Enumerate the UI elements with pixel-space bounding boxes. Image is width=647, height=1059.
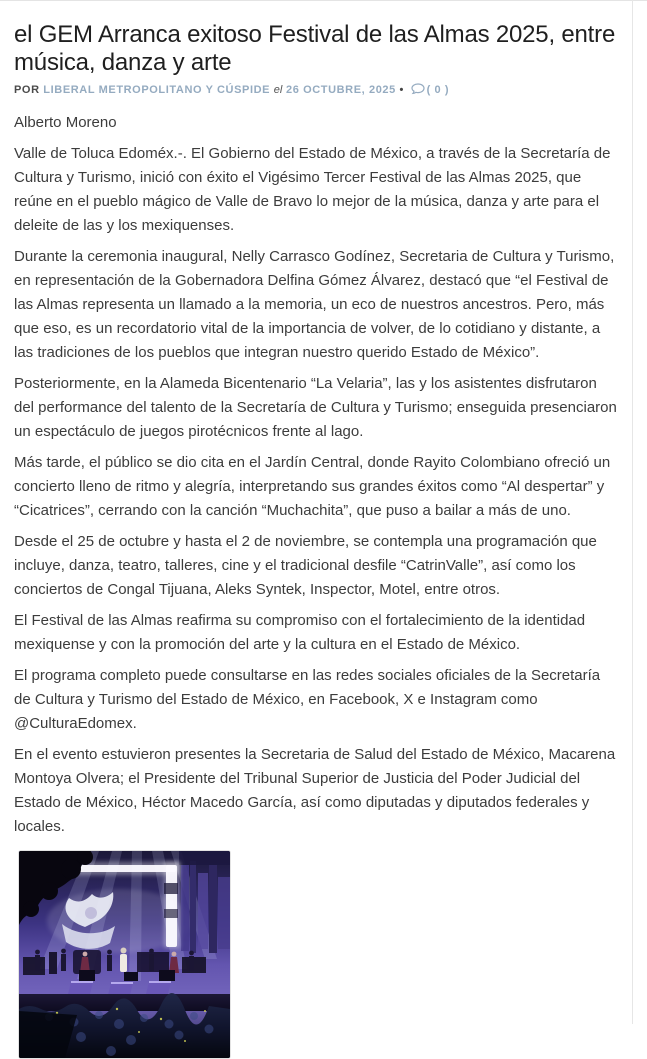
paragraph: Posteriormente, en la Alameda Bicentenario “La Velaria”, las y los asistentes disfrutaron del performance del talento de la Secretaría de Cultura y Turismo; enseguida presenciaron un espectáculo de juegos pirotécnicos frente al lago. xyxy=(14,375,617,440)
byline-prefix: POR xyxy=(14,84,40,96)
content-right-divider xyxy=(632,0,633,1024)
speech-bubble-icon[interactable] xyxy=(411,83,425,95)
date-link[interactable]: 26 OCTUBRE, 2025 xyxy=(285,84,396,96)
paragraph: Desde el 25 de octubre y hasta el 2 de noviembre, se contempla una programación que incluye, danza, teatro, talleres, cine y el tradicional desfile “CatrinValle”, así como los conciertos de Congal Tijuana, Aleks Syntek, Inspector, Motel, entre otros. xyxy=(14,533,597,598)
concert-photo xyxy=(19,851,230,1058)
byline-connector: el xyxy=(273,84,283,96)
author-link[interactable]: LIBERAL METROPOLITANO Y CÚSPIDE xyxy=(43,84,271,96)
byline-separator: • xyxy=(399,84,404,96)
top-border xyxy=(0,0,647,1)
paragraph: Durante la ceremonia inaugural, Nelly Carrasco Godínez, Secretaria de Cultura y Turismo, en representación de la Gobernadora Delfina Gómez Álvarez, destacó que “el Festival de las Almas representa un llamado a la memoria, un eco de nuestros ancestros. Pero, más que eso, es un recordatorio vital de la importancia de volver, de lo cotidiano y distante, a las tradiciones de los pueblos que integran nuestro querido Estado de México”. xyxy=(14,248,615,361)
paragraph-author-name: Alberto Moreno xyxy=(14,114,117,131)
article xyxy=(14,21,620,1059)
paragraph: En el evento estuvieron presentes la Secretaria de Salud del Estado de México, Macarena Montoya Olvera; el Presidente del Tribunal Superior de Justicia del Poder Judicial del Estado de México, Héctor Macedo García, así como diputadas y diputados federales y locales. xyxy=(14,746,616,835)
paragraph: Más tarde, el público se dio cita en el Jardín Central, donde Rayito Colombiano ofreció un concierto lleno de ritmo y alegría, interpretando sus grandes éxitos como “Al despertar” y “Cicatrices”, cerrando con la canción “Muchachita”, que puso a bailar a más de uno. xyxy=(14,454,611,519)
lead-singer xyxy=(120,948,127,973)
page-title: el GEM Arranca exitoso Festival de las Almas 2025, entre música, danza y arte xyxy=(14,21,616,76)
comment-count[interactable]: ( 0 ) xyxy=(426,84,450,96)
paragraph: El Festival de las Almas reafirma su compromiso con el fortalecimiento de la identidad mexiquense y con la promoción del arte y la cultura en el Estado de México. xyxy=(14,612,586,653)
byline xyxy=(14,82,620,98)
comments-link[interactable] xyxy=(408,84,450,96)
article-image[interactable] xyxy=(18,850,231,1059)
paragraph: Valle de Toluca Edoméx.-. El Gobierno del Estado de México, a través de la Secretaría de Cultura y Turismo, inició con éxito el Vigésimo Tercer Festival de las Almas 2025, que reúne en el pueblo mágico de Valle de Bravo lo mejor de la música, danza y arte para el deleite de las y los mexiquenses. xyxy=(14,145,611,234)
paragraph: El programa completo puede consultarse en las redes sociales oficiales de la Secretaría de Cultura y Turismo del Estado de México, en Facebook, X e Instagram como @CulturaEdomex. xyxy=(14,667,601,732)
